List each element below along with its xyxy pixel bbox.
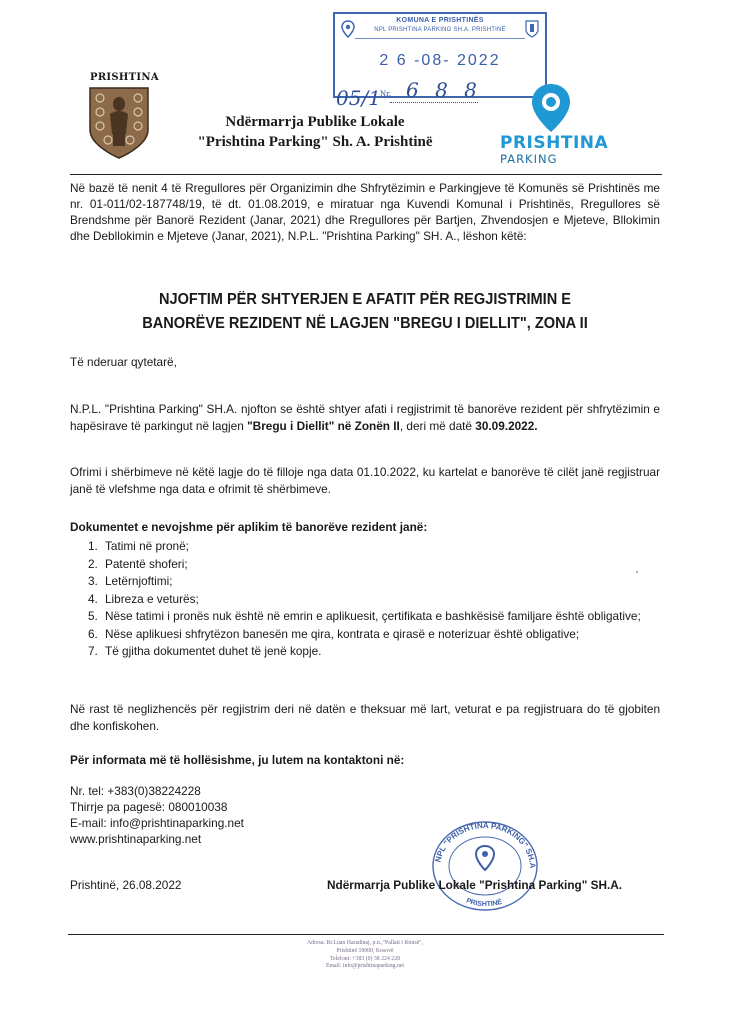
- footer-divider: [68, 934, 664, 935]
- handwritten-ref-number: 6 8 8: [406, 78, 482, 102]
- contact-email[interactable]: E-mail: info@prishtinaparking.net: [70, 816, 244, 830]
- stamp-divider: [355, 38, 525, 39]
- notice-title: [88, 288, 643, 336]
- brand-wordmark: PRISHTINA: [500, 133, 609, 153]
- footer-phone-line: Telefoni: +383 (0) 38 224 228: [330, 955, 400, 962]
- list-item-number: 1.: [88, 539, 98, 553]
- list-item: [88, 573, 660, 591]
- notice-title-line-2: BANORËVE REZIDENT NË LAGJEN "BREGU I DIELLIT", ZONA II: [142, 315, 588, 332]
- organization-name-line-1: Ndërmarrja Publike Lokale: [225, 114, 405, 130]
- brand-subtitle: PARKING: [500, 152, 558, 166]
- organization-name: [160, 112, 470, 152]
- number-label: Nr.: [380, 90, 391, 98]
- contact-toll-free: Thirrje pa pagesë: 080010038: [70, 800, 228, 814]
- list-item-text: Nëse aplikuesi shfrytëzon banesën me qira, kontrata e qirasë e noterizuar është obligative;: [105, 626, 580, 641]
- prishtina-crest-icon: [88, 86, 150, 160]
- stamp-line-1: KOMUNA E PRISHTINËS: [396, 17, 484, 24]
- list-item-number: 4.: [88, 591, 98, 606]
- list-item-text: Nëse tatimi i pronës nuk është në emrin e aplikuesit, çertifikata e bashkësisë familjare është obligative;: [105, 609, 641, 623]
- handwritten-reference: [336, 78, 486, 110]
- footer-address-line: Adresa: Rr.Luan Haradinaj, p.n.,"Pallati i Rinisë",: [307, 940, 423, 946]
- list-item: [88, 591, 660, 609]
- organization-round-stamp: [426, 816, 544, 912]
- list-item: [88, 608, 660, 626]
- ref-underline: [390, 102, 478, 103]
- extension-text-b: , deri më datë: [399, 418, 476, 433]
- list-item: [88, 538, 660, 556]
- list-item-text: Të gjitha dokumentet duhet të jenë kopje.: [105, 644, 322, 658]
- contact-website[interactable]: www.prishtinaparking.net: [70, 832, 202, 846]
- svg-text:PRISHTINË: [465, 897, 503, 908]
- stamp-ring-bottom: PRISHTINË: [465, 897, 504, 909]
- extension-location: "Bregu i Diellit" në Zonën II: [247, 418, 400, 433]
- list-item-text: Libreza e veturës;: [105, 591, 199, 606]
- contact-block: [70, 783, 244, 847]
- header-divider: [70, 174, 662, 175]
- contact-heading: Për informata më të hollësishme, ju lutem na kontaktoni në:: [70, 753, 405, 767]
- greeting: Të nderuar qytetarë,: [70, 355, 177, 369]
- contact-phone: Nr. tel: +383(0)38224228: [70, 784, 201, 798]
- list-item-text: Letërnjoftimi;: [105, 574, 173, 588]
- stamp-date: 2 6 -08- 2022: [379, 52, 501, 69]
- list-item-number: 3.: [88, 574, 98, 588]
- list-item-number: 7.: [88, 644, 98, 658]
- stamp-line-2: NPL PRISHTINA PARKING SH.A. PRISHTINË: [374, 27, 506, 33]
- handwritten-ref-code: 05/1: [336, 86, 381, 110]
- legal-basis-paragraph: Në bazë të nenit 4 të Rregullores për Organizimin dhe Shfrytëzimin e Parkingjeve të Komunës së Prishtinës me nr. 01-011/02-187748/19, të dt. 01.08.2019, e miratuar nga Kuvendi Komunal i Prishtinës, Rregullores së Brendshme për Banorë Rezident (Janar, 2021) dhe Rregullores për Bartjen, Zhvendosjen e Mjeteve, Bllokimin dhe Debllokimin e Mjeteve (Janar, 2021), N.P.L. "Prishtina Parking" SH. A., lëshon këtë:: [70, 181, 660, 243]
- list-item-text: Tatimi në pronë;: [105, 539, 189, 553]
- crest-label: PRISHTINA: [90, 72, 159, 83]
- footer-address: [220, 940, 510, 971]
- stamp-ring-top: NPL "PRISHTINA PARKING" SH.A: [433, 820, 538, 869]
- footer-city-line: Prishtinë 10000, Kosovë: [336, 947, 394, 954]
- list-item-number: 2.: [88, 556, 98, 571]
- list-item-number: 5.: [88, 609, 98, 623]
- extension-paragraph: [70, 401, 660, 434]
- documents-heading: Dokumentet e nevojshme për aplikim të banorëve rezident janë:: [70, 520, 428, 534]
- list-item: [88, 556, 660, 574]
- place-and-date: Prishtinë, 26.08.2022: [70, 878, 182, 892]
- list-item-number: 6.: [88, 626, 98, 641]
- list-item-text: Patentë shoferi;: [105, 556, 188, 571]
- organization-name-line-2: "Prishtina Parking" Sh. A. Prishtinë: [197, 134, 433, 150]
- warning-paragraph: Në rast të neglizhencës për regjistrim deri në datën e theksuar më lart, veturat e pa regjistruara do të gjobiten dhe konfiskohen.: [70, 702, 660, 733]
- list-item: [88, 626, 660, 644]
- scan-speck: [636, 571, 638, 573]
- service-start-paragraph: Ofrimi i shërbimeve në këtë lagje do të filloje nga data 01.10.2022, ku kartelat e banorëve të cilët janë regjistruar janë të vlefshme nga data e ofrimit të shërbimeve.: [70, 465, 660, 496]
- prishtina-parking-logo-pin-icon: [530, 82, 572, 134]
- notice-title-line-1: NJOFTIM PËR SHTYERJEN E AFATIT PËR REGJISTRIMIN E: [158, 291, 572, 308]
- documents-list: [88, 538, 660, 661]
- signature-line: Ndërmarrja Publike Lokale "Prishtina Parking" SH.A.: [327, 878, 623, 892]
- list-item: [88, 643, 660, 661]
- extension-deadline: 30.09.2022.: [475, 418, 538, 433]
- extension-text-a: N.P.L. "Prishtina Parking" SH.A. njofton se është shtyer afati i regjistrimit të banorëve rezident për shfrytëzimin e hapësirave të parkingut në lagjen: [70, 402, 660, 433]
- footer-email-line: Email: info@prishtinaparking.net: [325, 963, 405, 970]
